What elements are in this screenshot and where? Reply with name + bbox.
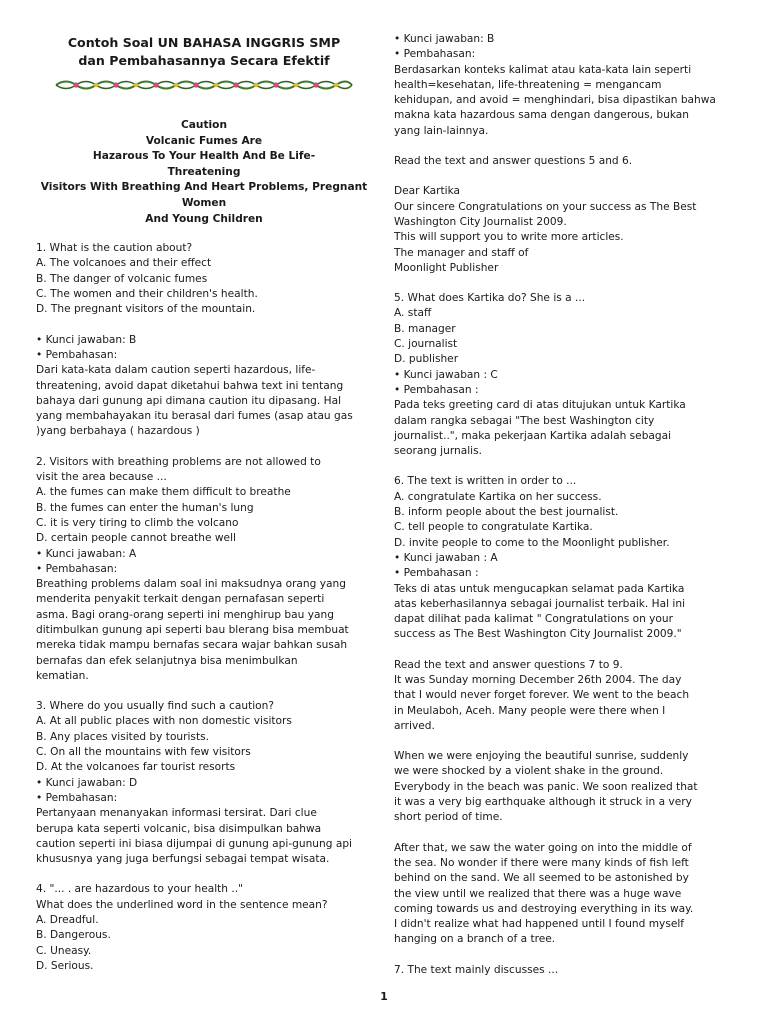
text-line: 4. "... . are hazardous to your health .." xyxy=(36,883,243,896)
text-line: A. Dreadful. xyxy=(36,914,99,927)
text-line: 1. What is the caution about? xyxy=(36,242,193,255)
text-line: makna kata hazardous sama dengan dangerous, bukan xyxy=(394,109,689,122)
text-line: A. the fumes can make them difficult to breathe xyxy=(36,486,291,499)
text-line: C. On all the mountains with few visitors xyxy=(36,746,251,759)
text-line: Everybody in the beach was panic. We soon realized that xyxy=(394,780,698,793)
text-line: B. the fumes can enter the human's lung xyxy=(36,501,254,514)
text-line: D. Serious. xyxy=(36,959,94,972)
text-line: Berdasarkan konteks kalimat atau kata-kata lain seperti xyxy=(394,63,692,76)
text-line: D. certain people cannot breathe well xyxy=(36,532,236,545)
left-column xyxy=(36,34,372,974)
text-line: C. Uneasy. xyxy=(36,944,92,957)
text-line: arrived. xyxy=(394,719,435,732)
text-block xyxy=(36,699,372,867)
text-line: we were shocked by a violent shake in the ground. xyxy=(394,765,664,778)
text-line: B. Dangerous. xyxy=(36,929,111,942)
text-line: • Kunci jawaban: B xyxy=(36,333,137,346)
text-line: • Pembahasan: xyxy=(36,562,118,575)
caution-line: Caution xyxy=(181,119,227,131)
document-title xyxy=(36,34,372,70)
text-line: seorang jurnalis. xyxy=(394,445,482,458)
text-line: 3. Where do you usually find such a caution? xyxy=(36,700,274,713)
paragraph-gap xyxy=(36,440,372,455)
page-number: 1 xyxy=(380,990,388,1003)
paragraph-gap xyxy=(36,318,372,333)
text-line: D. invite people to come to the Moonlight publisher. xyxy=(394,536,670,549)
text-line: kematian. xyxy=(36,669,89,682)
caution-line: Threatening xyxy=(167,165,241,178)
text-line: kehidupan, and avoid = menghindari, bisa dipastikan bahwa xyxy=(394,94,716,107)
text-line: Washington City Journalist 2009. xyxy=(394,215,567,228)
text-line: it was a very big earthquake although it struck in a very xyxy=(394,796,692,809)
text-line: A. congratulate Kartika on her success. xyxy=(394,490,602,503)
text-line: D. The pregnant visitors of the mountain. xyxy=(36,303,256,316)
text-block xyxy=(394,749,732,825)
text-block xyxy=(394,963,732,978)
text-line: D. At the volcanoes far tourist resorts xyxy=(36,761,236,774)
text-block xyxy=(36,882,372,974)
text-line: Dear Kartika xyxy=(394,185,461,198)
text-line: asma. Bagi orang-orang seperti ini menghirup bau yang xyxy=(36,608,334,621)
text-line: hanging on a branch of a tree. xyxy=(394,933,556,946)
text-line: berupa kata seperti volcanic, bisa disimpulkan bahwa xyxy=(36,822,322,835)
text-block xyxy=(394,154,732,169)
text-line: journalist..", maka pekerjaan Kartika adalah sebagai xyxy=(394,429,672,442)
text-line: atas keberhasilannya sebagai journalist terbaik. Hal ini xyxy=(394,597,686,610)
text-block xyxy=(394,841,732,948)
text-line: B. inform people about the best journalist. xyxy=(394,506,619,519)
text-line: What does the underlined word in the sentence mean? xyxy=(36,898,328,911)
text-line: • Kunci jawaban: A xyxy=(36,547,137,560)
text-line: The manager and staff of xyxy=(394,246,529,259)
text-line: menderita penyakit terkait dengan pernafasan seperti xyxy=(36,593,325,606)
text-line: success as The Best Washington City Journalist 2009." xyxy=(394,628,682,641)
text-line: that I would never forget forever. We went to the beach xyxy=(394,689,690,702)
text-line: C. The women and their children's health. xyxy=(36,288,258,301)
text-line: After that, we saw the water going on into the middle of xyxy=(394,841,692,854)
paragraph-gap xyxy=(394,276,732,291)
text-line: Read the text and answer questions 7 to 9. xyxy=(394,658,623,671)
text-block xyxy=(394,658,732,734)
text-line: B. manager xyxy=(394,322,456,335)
text-line: A. The volcanoes and their effect xyxy=(36,257,212,270)
text-line: • Pembahasan : xyxy=(394,567,479,580)
left-text-flow xyxy=(36,241,372,974)
text-line: short period of time. xyxy=(394,811,503,824)
floral-divider-icon xyxy=(54,76,354,92)
text-block xyxy=(36,455,372,684)
text-line: bernafas dan efek selanjutnya bisa menimbulkan xyxy=(36,654,298,667)
text-line: Read the text and answer questions 5 and 6. xyxy=(394,155,633,168)
text-block xyxy=(36,333,372,440)
text-line: • Kunci jawaban: D xyxy=(36,776,138,789)
text-line: caution seperti ini biasa dijumpai di gunung api-gunung api xyxy=(36,837,352,850)
text-line: behind on the sand. We all seemed to be astonished by xyxy=(394,872,689,885)
text-line: yang membahayakan itu berasal dari fumes (asap atau gas xyxy=(36,410,353,423)
paragraph-gap xyxy=(394,948,732,963)
text-line: dapat dilihat pada kalimat " Congratulations on your xyxy=(394,613,673,626)
text-line: the view until we realized that there was a huge wave xyxy=(394,887,682,900)
text-line: B. The danger of volcanic fumes xyxy=(36,272,208,285)
text-line: coming towards us and destroying everything in its way. xyxy=(394,902,694,915)
text-line: Pertanyaan menanyakan informasi tersirat. Dari clue xyxy=(36,807,317,820)
text-line: 2. Visitors with breathing problems are not allowed to xyxy=(36,455,321,468)
caution-line: Hazarous To Your Health And Be Life- xyxy=(92,150,316,163)
text-line: in Meulaboh, Aceh. Many people were there when I xyxy=(394,704,666,717)
text-line: Our sincere Congratulations on your success as The Best xyxy=(394,200,697,213)
title-line-2: dan Pembahasannya Secara Efektif xyxy=(78,53,330,68)
text-block xyxy=(394,474,732,642)
text-line: C. it is very tiring to climb the volcano xyxy=(36,516,239,529)
text-line: • Pembahasan: xyxy=(394,48,476,61)
text-line: 7. The text mainly discusses ... xyxy=(394,963,559,976)
text-line: • Kunci jawaban: B xyxy=(394,33,495,45)
text-line: yang lain-lainnya. xyxy=(394,124,489,137)
text-line: • Kunci jawaban : A xyxy=(394,551,498,564)
text-line: A. staff xyxy=(394,307,432,320)
caution-line: Women xyxy=(181,196,227,209)
text-line: Dari kata-kata dalam caution seperti hazardous, life- xyxy=(36,364,316,377)
text-line: health=kesehatan, life-threatening = mengancam xyxy=(394,78,662,91)
text-line: 5. What does Kartika do? She is a ... xyxy=(394,292,586,305)
text-line: the sea. No wonder if there were many kinds of fish left xyxy=(394,856,689,869)
caution-line: And Young Children xyxy=(145,212,263,225)
text-line: ditimbulkan gunung api seperti bau blerang bisa membuat xyxy=(36,623,349,636)
text-line: 6. The text is written in order to ... xyxy=(394,475,577,488)
text-line: )yang berbahaya ( hazardous ) xyxy=(36,425,200,438)
text-line: Teks di atas untuk mengucapkan selamat pada Kartika xyxy=(394,582,685,595)
paragraph-gap xyxy=(394,169,732,184)
text-line: • Pembahasan: xyxy=(36,791,118,804)
text-line: It was Sunday morning December 26th 2004. The day xyxy=(394,673,682,686)
paragraph-gap xyxy=(36,867,372,882)
text-line: • Pembahasan : xyxy=(394,383,479,396)
caution-line: Volcanic Fumes Are xyxy=(145,134,263,147)
text-line: visit the area because ... xyxy=(36,471,167,484)
paragraph-gap xyxy=(36,684,372,699)
title-line-1: Contoh Soal UN BAHASA INGGRIS SMP xyxy=(67,35,341,50)
text-block xyxy=(394,32,732,139)
text-line: When we were enjoying the beautiful sunrise, suddenly xyxy=(394,750,689,763)
text-line: C. tell people to congratulate Kartika. xyxy=(394,521,593,534)
text-line: • Pembahasan: xyxy=(36,348,118,361)
right-column xyxy=(394,32,732,978)
caution-line: Visitors With Breathing And Heart Problems, Pregnant xyxy=(40,181,368,194)
text-line: C. journalist xyxy=(394,338,458,351)
text-line: Pada teks greeting card di atas ditujukan untuk Kartika xyxy=(394,399,686,412)
text-line: Breathing problems dalam soal ini maksudnya orang yang xyxy=(36,578,346,591)
text-line: mereka tidak mampu bernafas secara wajar bahkan susah xyxy=(36,639,348,652)
text-block xyxy=(394,184,732,276)
text-line: This will support you to write more articles. xyxy=(394,231,624,244)
text-line: Moonlight Publisher xyxy=(394,261,499,274)
paragraph-gap xyxy=(394,459,732,474)
text-line: dalam rangka sebagai "The best Washington city xyxy=(394,414,655,427)
text-block xyxy=(36,241,372,317)
text-block xyxy=(394,291,732,459)
text-line: A. At all public places with non domestic visitors xyxy=(36,715,292,728)
caution-sign-text xyxy=(36,118,372,227)
paragraph-gap xyxy=(394,643,732,658)
text-line: D. publisher xyxy=(394,353,459,366)
paragraph-gap xyxy=(394,734,732,749)
text-line: I didn't realize what had happened until I found myself xyxy=(394,918,685,931)
text-line: bahaya dari gunung api dimana caution itu dipasang. Hal xyxy=(36,394,342,407)
text-line: • Kunci jawaban : C xyxy=(394,368,498,381)
text-line: threatening, avoid dapat diketahui bahwa text ini tentang xyxy=(36,379,344,392)
text-line: B. Any places visited by tourists. xyxy=(36,730,209,743)
paragraph-gap xyxy=(394,139,732,154)
text-line: khususnya yang juga berfungsi sebagai tempat wisata. xyxy=(36,853,330,866)
paragraph-gap xyxy=(394,826,732,841)
right-text-flow xyxy=(394,32,732,978)
